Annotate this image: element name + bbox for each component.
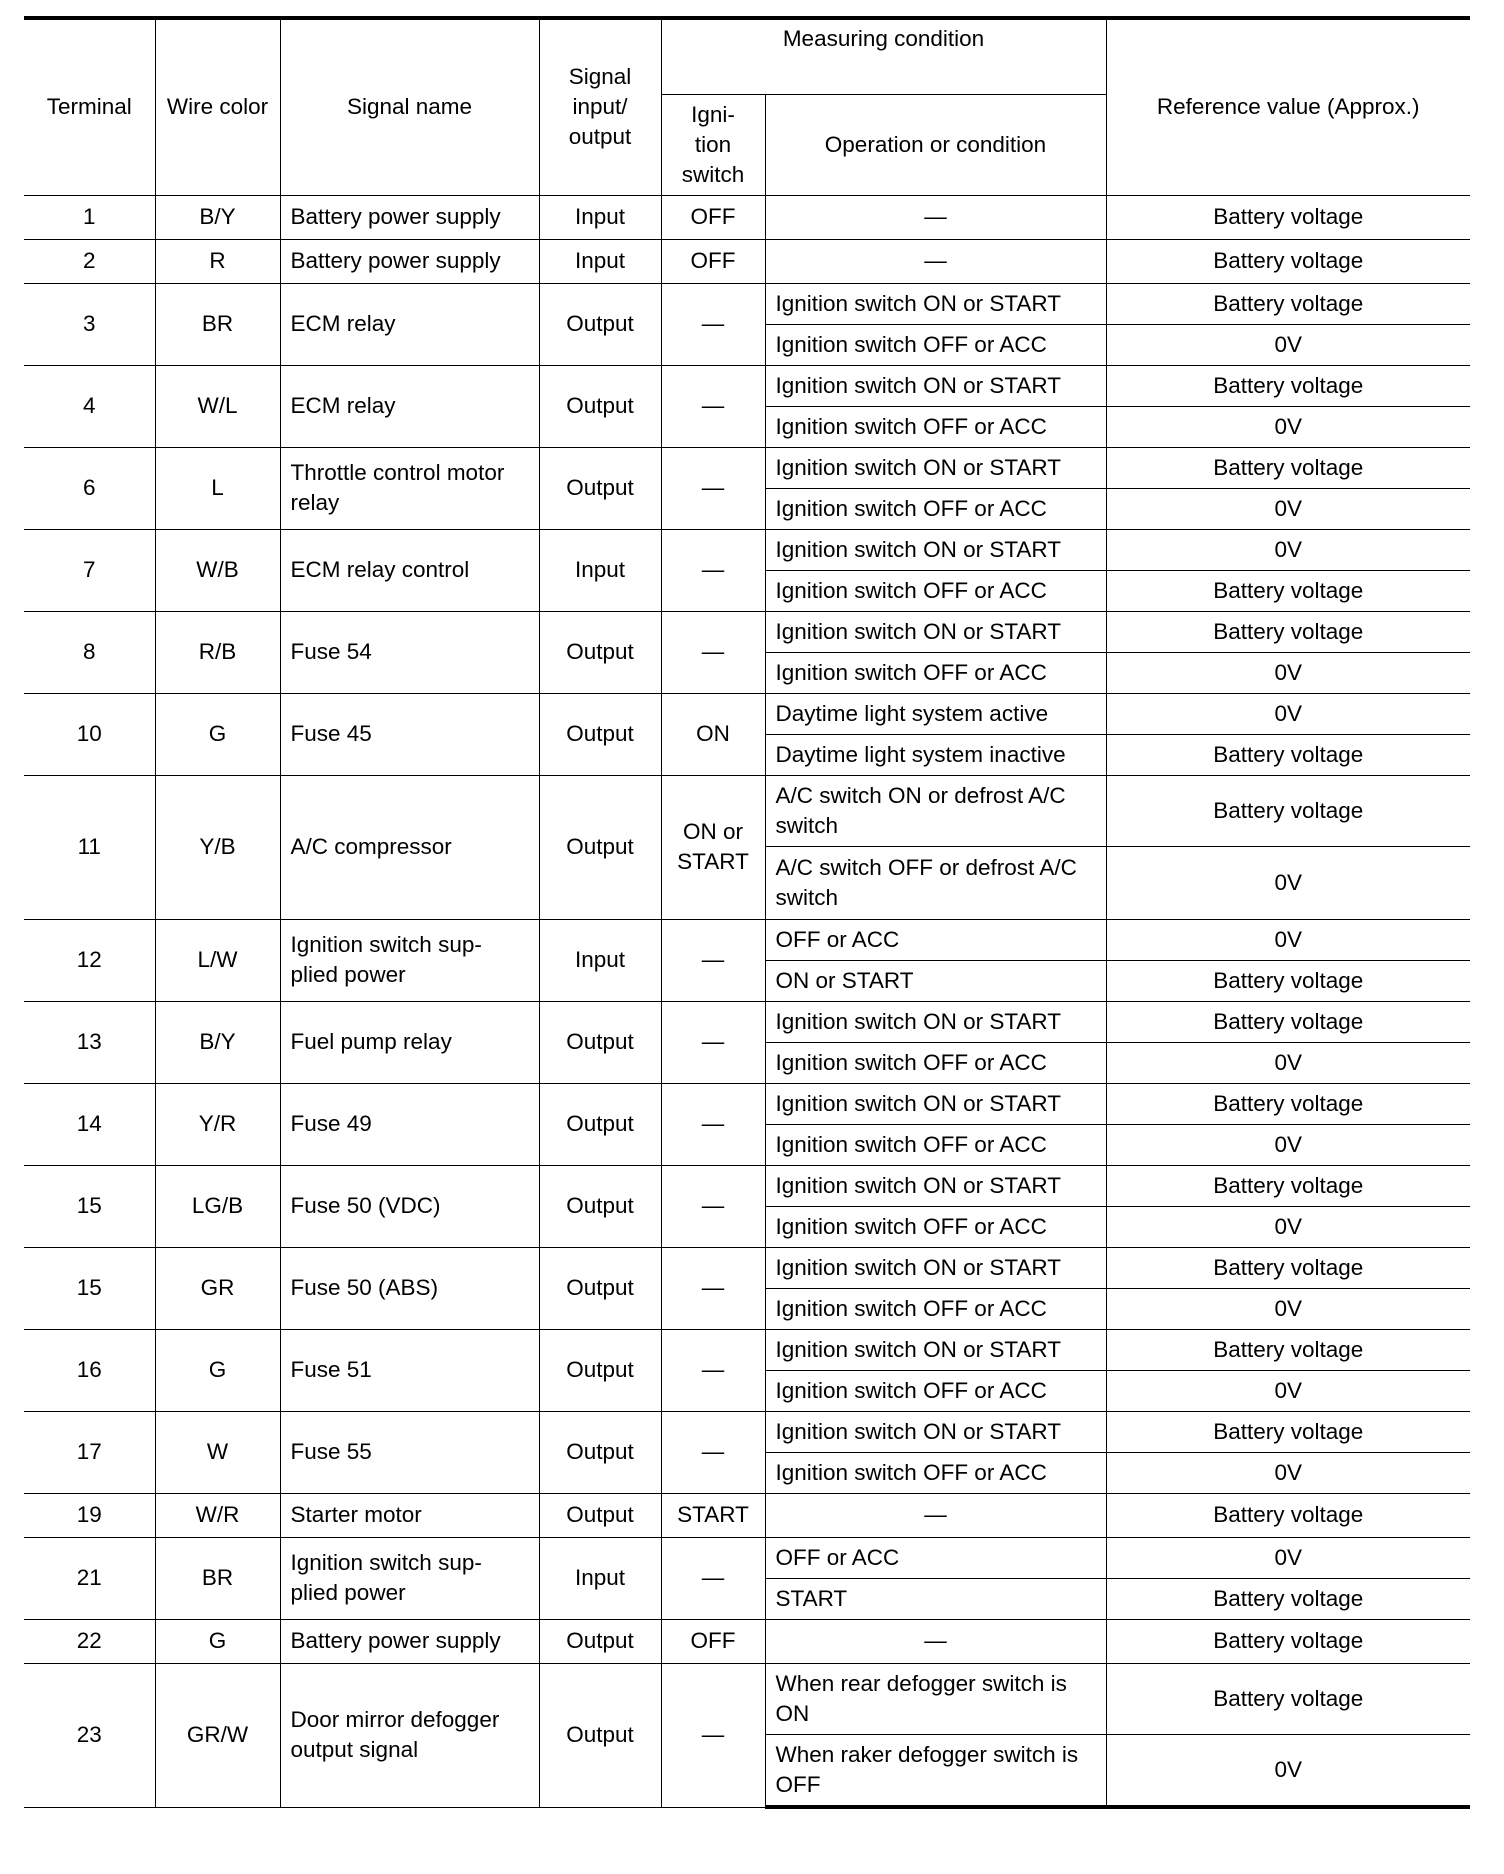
cell-ignition-switch: —: [661, 365, 765, 447]
cell-operation: Ignition switch ON or START: [765, 1001, 1106, 1042]
cell-reference-value: Battery voltage: [1106, 195, 1470, 239]
table-row: [24, 611, 1470, 652]
cell-operation: Ignition switch ON or START: [765, 365, 1106, 406]
cell-signal-name: Battery power supply: [280, 195, 539, 239]
cell-wire-color: BR: [155, 1537, 280, 1619]
cell-wire-color: GR: [155, 1247, 280, 1329]
cell-signal-io: Input: [539, 1537, 661, 1619]
cell-ignition-switch: OFF: [661, 195, 765, 239]
cell-operation: Ignition switch ON or START: [765, 611, 1106, 652]
cell-signal-name: Fuse 49: [280, 1083, 539, 1165]
cell-ignition-switch: —: [661, 529, 765, 611]
cell-signal-name: Ignition switch sup- plied power: [280, 919, 539, 1001]
table-row: [24, 447, 1470, 488]
cell-terminal: 16: [24, 1329, 155, 1411]
cell-ignition-switch: —: [661, 1247, 765, 1329]
cell-reference-value: 0V: [1106, 919, 1470, 960]
cell-operation: Ignition switch OFF or ACC: [765, 406, 1106, 447]
cell-terminal: 2: [24, 239, 155, 283]
cell-signal-io: Output: [539, 611, 661, 693]
table-row: [24, 775, 1470, 846]
cell-operation: Ignition switch OFF or ACC: [765, 1288, 1106, 1329]
cell-operation: —: [765, 239, 1106, 283]
cell-wire-color: L/W: [155, 919, 280, 1001]
cell-terminal: 11: [24, 775, 155, 919]
cell-ignition-switch: —: [661, 447, 765, 529]
cell-terminal: 14: [24, 1083, 155, 1165]
cell-reference-value: Battery voltage: [1106, 1493, 1470, 1537]
cell-terminal: 23: [24, 1663, 155, 1807]
cell-reference-value: Battery voltage: [1106, 447, 1470, 488]
header-wire-color: Wire color: [155, 18, 280, 195]
cell-signal-name: Fuse 55: [280, 1411, 539, 1493]
cell-operation: OFF or ACC: [765, 1537, 1106, 1578]
cell-operation: Ignition switch OFF or ACC: [765, 1124, 1106, 1165]
cell-operation: Ignition switch ON or START: [765, 1165, 1106, 1206]
cell-reference-value: 0V: [1106, 693, 1470, 734]
table-row: [24, 529, 1470, 570]
cell-terminal: 7: [24, 529, 155, 611]
table-row: [24, 195, 1470, 239]
cell-reference-value: 0V: [1106, 1206, 1470, 1247]
table-row: [24, 283, 1470, 324]
cell-wire-color: G: [155, 1619, 280, 1663]
cell-operation: Ignition switch ON or START: [765, 447, 1106, 488]
cell-ignition-switch: —: [661, 1537, 765, 1619]
cell-operation: Ignition switch OFF or ACC: [765, 570, 1106, 611]
cell-signal-name: Door mirror defogger output signal: [280, 1663, 539, 1807]
terminal-reference-table: [24, 16, 1470, 1809]
cell-operation: Ignition switch OFF or ACC: [765, 1370, 1106, 1411]
cell-operation: —: [765, 1619, 1106, 1663]
cell-terminal: 6: [24, 447, 155, 529]
cell-reference-value: Battery voltage: [1106, 1578, 1470, 1619]
header-ignition-switch: Igni- tion switch: [661, 94, 765, 195]
cell-wire-color: L: [155, 447, 280, 529]
cell-reference-value: Battery voltage: [1106, 239, 1470, 283]
cell-terminal: 3: [24, 283, 155, 365]
cell-reference-value: Battery voltage: [1106, 1083, 1470, 1124]
cell-signal-name: Fuse 45: [280, 693, 539, 775]
cell-ignition-switch: —: [661, 283, 765, 365]
cell-signal-io: Output: [539, 1165, 661, 1247]
cell-reference-value: Battery voltage: [1106, 1247, 1470, 1288]
table-row: [24, 1663, 1470, 1734]
cell-reference-value: 0V: [1106, 406, 1470, 447]
cell-reference-value: Battery voltage: [1106, 1001, 1470, 1042]
cell-operation: —: [765, 195, 1106, 239]
cell-wire-color: LG/B: [155, 1165, 280, 1247]
cell-reference-value: Battery voltage: [1106, 775, 1470, 846]
cell-wire-color: R: [155, 239, 280, 283]
table-row: [24, 239, 1470, 283]
table-row: [24, 1001, 1470, 1042]
cell-ignition-switch: OFF: [661, 239, 765, 283]
cell-reference-value: 0V: [1106, 1537, 1470, 1578]
cell-signal-io: Output: [539, 1083, 661, 1165]
cell-signal-io: Output: [539, 1493, 661, 1537]
cell-ignition-switch: —: [661, 1663, 765, 1807]
cell-terminal: 15: [24, 1165, 155, 1247]
cell-signal-io: Output: [539, 1329, 661, 1411]
cell-operation: Ignition switch OFF or ACC: [765, 488, 1106, 529]
cell-operation: Ignition switch ON or START: [765, 283, 1106, 324]
cell-signal-io: Output: [539, 1663, 661, 1807]
cell-reference-value: 0V: [1106, 652, 1470, 693]
cell-reference-value: Battery voltage: [1106, 283, 1470, 324]
cell-ignition-switch: —: [661, 1001, 765, 1083]
cell-ignition-switch: —: [661, 1329, 765, 1411]
cell-wire-color: W: [155, 1411, 280, 1493]
table-row: [24, 1411, 1470, 1452]
cell-signal-name: Fuse 54: [280, 611, 539, 693]
table-row: [24, 693, 1470, 734]
cell-terminal: 22: [24, 1619, 155, 1663]
cell-signal-name: Fuse 50 (ABS): [280, 1247, 539, 1329]
cell-ignition-switch: —: [661, 1165, 765, 1247]
table-row: [24, 365, 1470, 406]
table-row: [24, 919, 1470, 960]
cell-ignition-switch: —: [661, 919, 765, 1001]
cell-ignition-switch: —: [661, 1083, 765, 1165]
cell-operation: When raker defogger switch is OFF: [765, 1734, 1106, 1807]
cell-reference-value: 0V: [1106, 846, 1470, 919]
cell-reference-value: 0V: [1106, 1288, 1470, 1329]
cell-signal-io: Input: [539, 529, 661, 611]
cell-reference-value: 0V: [1106, 1042, 1470, 1083]
cell-wire-color: GR/W: [155, 1663, 280, 1807]
cell-reference-value: Battery voltage: [1106, 1619, 1470, 1663]
cell-signal-io: Input: [539, 239, 661, 283]
cell-reference-value: Battery voltage: [1106, 960, 1470, 1001]
cell-operation: A/C switch ON or defrost A/C switch: [765, 775, 1106, 846]
cell-signal-name: Fuel pump relay: [280, 1001, 539, 1083]
header-signal-io: Signal input/ output: [539, 18, 661, 195]
cell-reference-value: 0V: [1106, 1124, 1470, 1165]
cell-signal-io: Output: [539, 775, 661, 919]
cell-operation: Ignition switch OFF or ACC: [765, 1206, 1106, 1247]
cell-wire-color: G: [155, 693, 280, 775]
cell-signal-name: Throttle control motor relay: [280, 447, 539, 529]
cell-operation: Ignition switch OFF or ACC: [765, 1452, 1106, 1493]
table-row: [24, 1493, 1470, 1537]
cell-wire-color: W/L: [155, 365, 280, 447]
cell-wire-color: W/B: [155, 529, 280, 611]
cell-ignition-switch: START: [661, 1493, 765, 1537]
cell-terminal: 15: [24, 1247, 155, 1329]
cell-wire-color: B/Y: [155, 1001, 280, 1083]
cell-operation: Ignition switch ON or START: [765, 529, 1106, 570]
cell-operation: Ignition switch ON or START: [765, 1411, 1106, 1452]
cell-signal-io: Output: [539, 365, 661, 447]
cell-operation: Ignition switch OFF or ACC: [765, 652, 1106, 693]
cell-operation: Ignition switch OFF or ACC: [765, 324, 1106, 365]
cell-signal-name: A/C compressor: [280, 775, 539, 919]
cell-terminal: 13: [24, 1001, 155, 1083]
cell-signal-io: Input: [539, 919, 661, 1001]
cell-operation: Daytime light system inactive: [765, 734, 1106, 775]
cell-reference-value: Battery voltage: [1106, 1411, 1470, 1452]
cell-signal-name: ECM relay control: [280, 529, 539, 611]
cell-wire-color: Y/R: [155, 1083, 280, 1165]
cell-ignition-switch: ON or START: [661, 775, 765, 919]
header-measuring-condition: Measuring condition: [661, 18, 1106, 94]
table-row: [24, 1165, 1470, 1206]
cell-wire-color: B/Y: [155, 195, 280, 239]
cell-ignition-switch: ON: [661, 693, 765, 775]
cell-reference-value: 0V: [1106, 1734, 1470, 1807]
cell-signal-name: ECM relay: [280, 365, 539, 447]
cell-signal-name: ECM relay: [280, 283, 539, 365]
cell-operation: START: [765, 1578, 1106, 1619]
cell-signal-io: Output: [539, 1619, 661, 1663]
cell-signal-io: Input: [539, 195, 661, 239]
header-reference-value: Reference value (Approx.): [1106, 18, 1470, 195]
cell-signal-io: Output: [539, 1001, 661, 1083]
cell-wire-color: BR: [155, 283, 280, 365]
cell-signal-name: Fuse 51: [280, 1329, 539, 1411]
cell-terminal: 21: [24, 1537, 155, 1619]
cell-operation: OFF or ACC: [765, 919, 1106, 960]
cell-ignition-switch: —: [661, 1411, 765, 1493]
cell-reference-value: Battery voltage: [1106, 734, 1470, 775]
cell-signal-io: Output: [539, 283, 661, 365]
cell-wire-color: W/R: [155, 1493, 280, 1537]
cell-operation: Ignition switch ON or START: [765, 1247, 1106, 1288]
cell-reference-value: 0V: [1106, 1452, 1470, 1493]
table-body: [24, 195, 1470, 1807]
cell-operation: Ignition switch OFF or ACC: [765, 1042, 1106, 1083]
header-signal-name: Signal name: [280, 18, 539, 195]
cell-reference-value: 0V: [1106, 488, 1470, 529]
cell-signal-name: Battery power supply: [280, 239, 539, 283]
table-row: [24, 1537, 1470, 1578]
cell-terminal: 4: [24, 365, 155, 447]
cell-ignition-switch: OFF: [661, 1619, 765, 1663]
cell-signal-io: Output: [539, 1247, 661, 1329]
cell-operation: Ignition switch ON or START: [765, 1083, 1106, 1124]
cell-terminal: 17: [24, 1411, 155, 1493]
cell-reference-value: Battery voltage: [1106, 570, 1470, 611]
table-row: [24, 1083, 1470, 1124]
header-terminal: Terminal: [24, 18, 155, 195]
cell-operation: ON or START: [765, 960, 1106, 1001]
cell-operation: Ignition switch ON or START: [765, 1329, 1106, 1370]
cell-reference-value: Battery voltage: [1106, 1663, 1470, 1734]
cell-signal-name: Fuse 50 (VDC): [280, 1165, 539, 1247]
cell-reference-value: Battery voltage: [1106, 1165, 1470, 1206]
header-operation: Operation or condition: [765, 94, 1106, 195]
table-row: [24, 1619, 1470, 1663]
cell-signal-io: Output: [539, 693, 661, 775]
cell-reference-value: Battery voltage: [1106, 1329, 1470, 1370]
cell-wire-color: G: [155, 1329, 280, 1411]
cell-operation: When rear defogger switch is ON: [765, 1663, 1106, 1734]
cell-signal-io: Output: [539, 447, 661, 529]
cell-signal-name: Starter motor: [280, 1493, 539, 1537]
cell-signal-name: Battery power supply: [280, 1619, 539, 1663]
cell-wire-color: Y/B: [155, 775, 280, 919]
cell-terminal: 1: [24, 195, 155, 239]
cell-signal-io: Output: [539, 1411, 661, 1493]
cell-ignition-switch: —: [661, 611, 765, 693]
cell-reference-value: Battery voltage: [1106, 611, 1470, 652]
table-row: [24, 1329, 1470, 1370]
cell-reference-value: 0V: [1106, 324, 1470, 365]
cell-terminal: 12: [24, 919, 155, 1001]
cell-reference-value: 0V: [1106, 1370, 1470, 1411]
cell-reference-value: 0V: [1106, 529, 1470, 570]
cell-terminal: 19: [24, 1493, 155, 1537]
cell-signal-name: Ignition switch sup- plied power: [280, 1537, 539, 1619]
cell-operation: A/C switch OFF or defrost A/C switch: [765, 846, 1106, 919]
cell-terminal: 8: [24, 611, 155, 693]
cell-terminal: 10: [24, 693, 155, 775]
table-row: [24, 1247, 1470, 1288]
cell-reference-value: Battery voltage: [1106, 365, 1470, 406]
cell-operation: —: [765, 1493, 1106, 1537]
cell-wire-color: R/B: [155, 611, 280, 693]
cell-operation: Daytime light system active: [765, 693, 1106, 734]
